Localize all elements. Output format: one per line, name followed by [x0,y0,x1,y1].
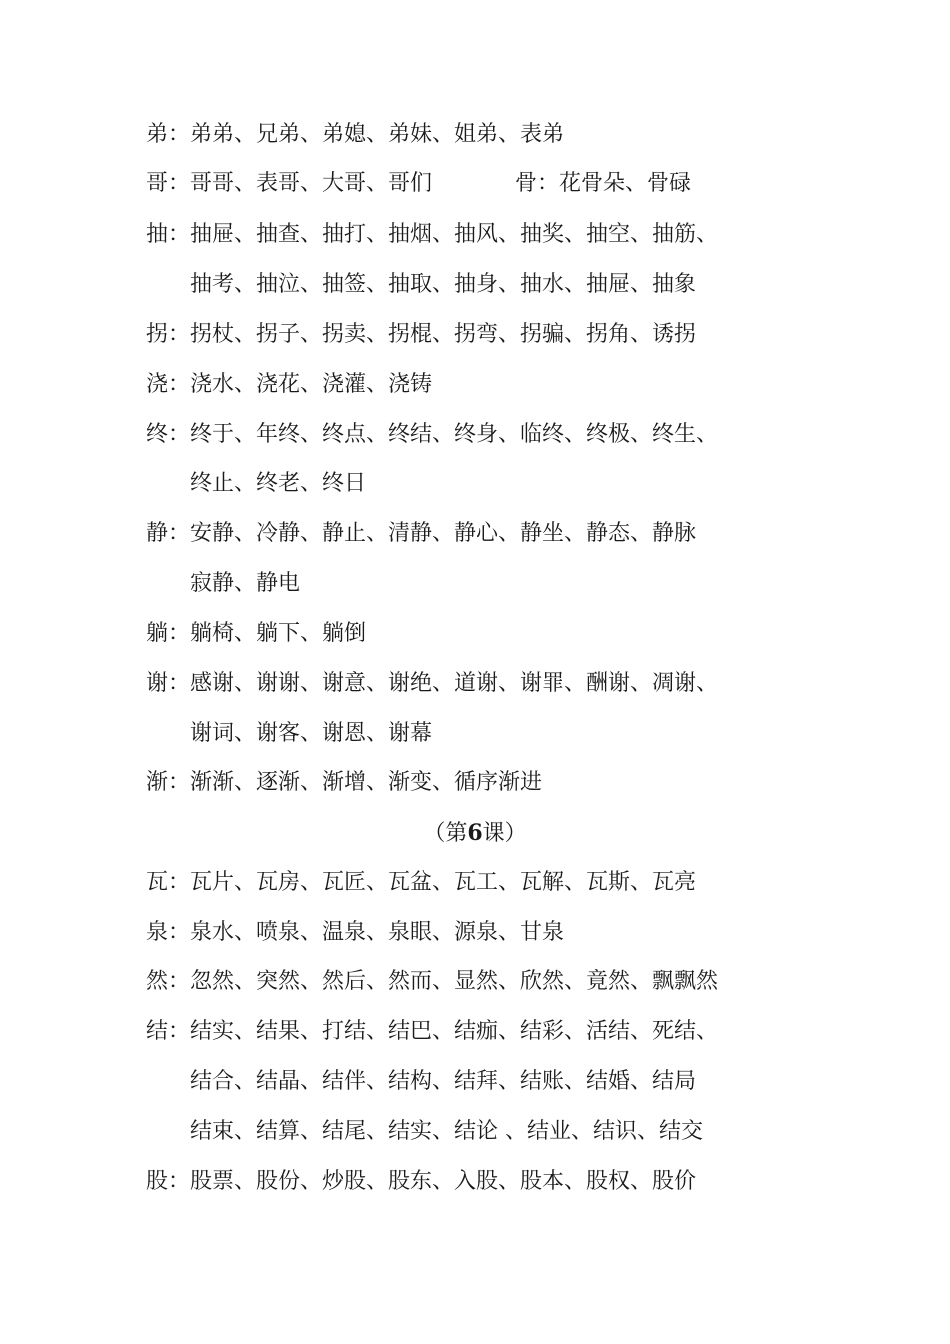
entry-key: 抽： [146,222,191,247]
entry-words: 忽然、突然、然后、然而、显然、欣然、竟然、飘飘然 [190,969,719,994]
entry-key: 弟： [146,122,191,147]
entry-key: 骨： [515,171,560,196]
lesson-heading-pre: （第 [423,821,468,846]
entry-key: 谢： [146,671,191,696]
entry-words: 哥哥、表哥、大哥、哥们 [190,171,433,196]
entry-key: 然： [146,969,191,994]
lesson-heading-post: 课） [482,821,527,846]
entry-words: 浇水、浇花、浇灌、浇铸 [190,372,433,397]
entry-key: 泉： [146,920,191,945]
entry-words: 弟弟、兄弟、弟媳、弟妹、姐弟、表弟 [190,122,565,147]
entry-words: 谢词、谢客、谢恩、谢幕 [190,721,433,746]
entry-words: 躺椅、躺下、躺倒 [190,621,367,646]
entry-words: 终止、终老、终日 [190,471,367,496]
entry-key: 终： [146,422,191,447]
entry-key: 拐： [146,322,191,347]
entry-words: 渐渐、逐渐、渐增、渐变、循序渐进 [190,770,543,795]
entry-key: 静： [146,521,191,546]
entry-key: 结： [146,1019,191,1044]
entry-words: 花骨朵、骨碌 [559,171,692,196]
entry-key: 渐： [146,770,191,795]
entry-words: 股票、股份、炒股、股东、入股、股本、股权、股价 [190,1169,697,1194]
entry-key: 躺： [146,621,191,646]
entry-words: 拐杖、拐子、拐卖、拐棍、拐弯、拐骗、拐角、诱拐 [190,322,697,347]
entry-words: 结实、结果、打结、结巴、结痂、结彩、活结、死结、 [190,1019,719,1044]
entry-words: 寂静、静电 [190,571,301,596]
entry-key: 哥： [146,171,191,196]
entry-words: 感谢、谢谢、谢意、谢绝、道谢、谢罪、酬谢、凋谢、 [190,671,719,696]
entry-words: 泉水、喷泉、温泉、泉眼、源泉、甘泉 [190,920,565,945]
entry-words: 结合、结晶、结伴、结构、结拜、结账、结婚、结局 [190,1069,697,1094]
entry-key: 浇： [146,372,191,397]
entry-words: 终于、年终、终点、终结、终身、临终、终极、终生、 [190,422,719,447]
entry-key: 股： [146,1169,191,1194]
entry-words: 抽屉、抽查、抽打、抽烟、抽风、抽奖、抽空、抽筋、 [190,222,719,247]
lesson-number: 6 [467,820,483,846]
entry-words: 抽考、抽泣、抽签、抽取、抽身、抽水、抽屉、抽象 [190,272,697,297]
entry-words: 结束、结算、结尾、结实、结论 、结业、结识、结交 [190,1119,703,1144]
entry-key: 瓦： [146,870,191,895]
entry-words: 安静、冷静、静止、清静、静心、静坐、静态、静脉 [190,521,697,546]
lesson-heading [0,818,950,849]
entry-words: 瓦片、瓦房、瓦匠、瓦盆、瓦工、瓦解、瓦斯、瓦亮 [190,870,697,895]
